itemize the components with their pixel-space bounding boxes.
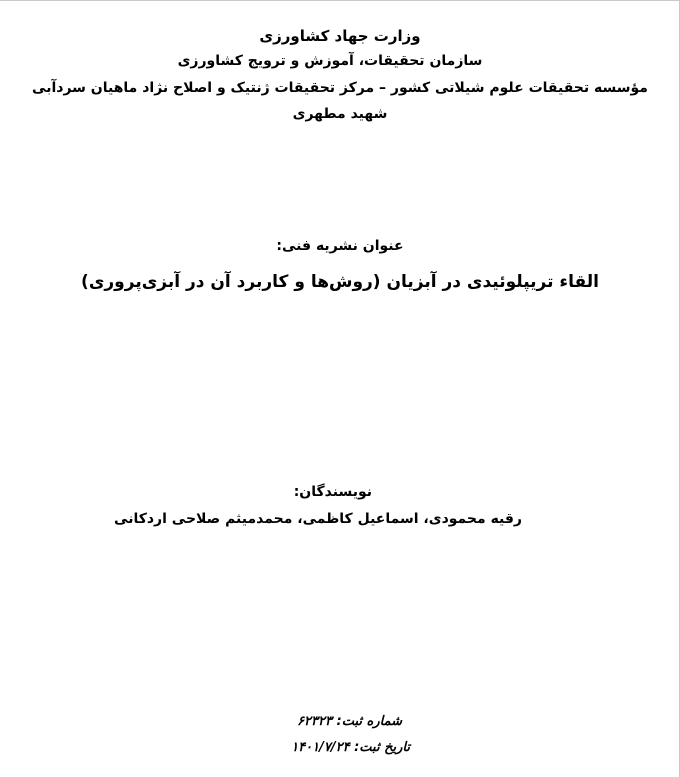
organization-name: سازمان تحقیقات، آموزش و ترویج کشاورزی bbox=[177, 53, 483, 69]
publication-title: القاء تریپلوئیدی در آبزیان (روش‌ها و کاربرد آن در آبزی‌پروری) bbox=[81, 272, 599, 292]
institute-name-continued: شهید مطهری bbox=[292, 106, 388, 122]
registration-date: تاریخ ثبت: ۱۴۰۱/۷/۲۴ bbox=[291, 740, 410, 755]
page-border-top bbox=[0, 0, 680, 1]
publication-label: عنوان نشریه فنی: bbox=[276, 238, 404, 254]
registration-number: شماره ثبت: ۶۲۳۲۳ bbox=[297, 714, 402, 729]
authors-names: رقیه محمودی، اسماعیل کاظمی، محمدمیثم صلاحی اردکانی bbox=[114, 511, 522, 527]
ministry-name: وزارت جهاد کشاورزی bbox=[259, 27, 421, 45]
authors-label: نویسندگان: bbox=[293, 484, 372, 500]
institute-name: مؤسسه تحقیقات علوم شیلاتی کشور – مرکز تحقیقات ژنتیک و اصلاح نژاد ماهیان سردآبی bbox=[32, 80, 648, 96]
